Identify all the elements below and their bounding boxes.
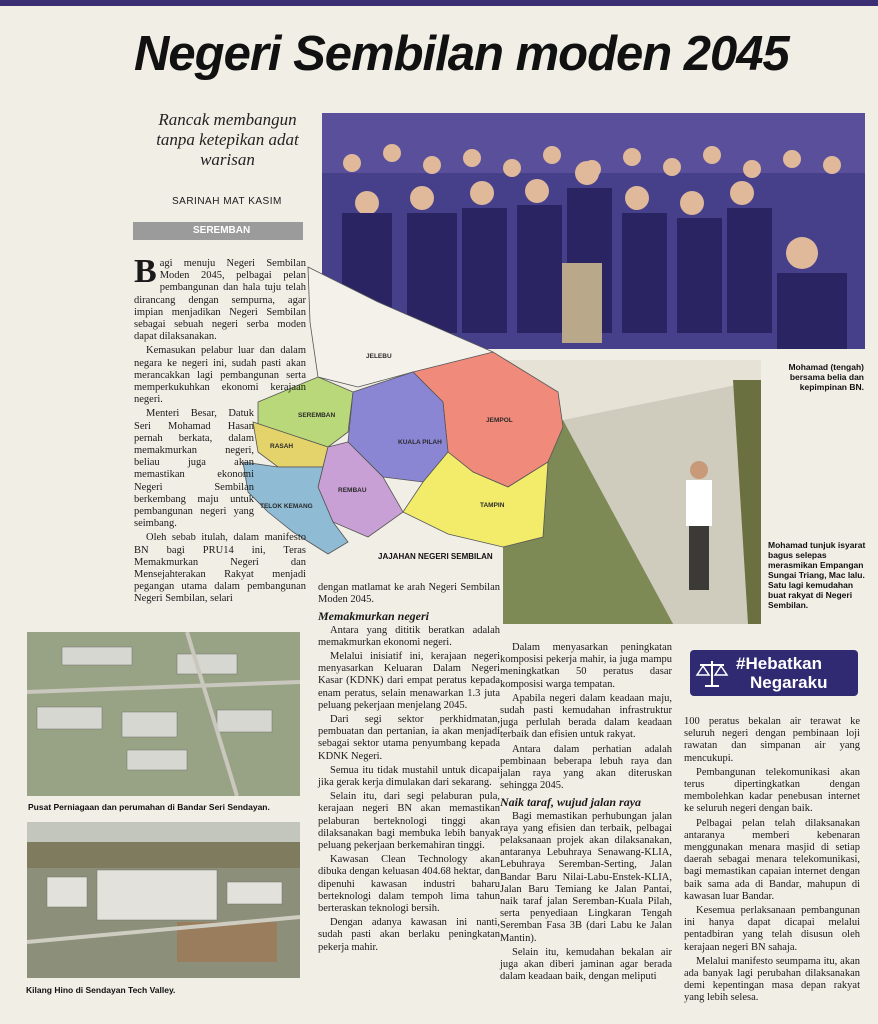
col4-para-1: 100 peratus bekalan air terawat ke seluruh negeri dengan pembinaan loji rawatan dan simpanan air yang mencukupi. [684,716,860,764]
map-label-jelebu: JELEBU [366,353,392,360]
map-label-tampin: TAMPIN [480,502,505,509]
headline: Negeri Sembilan moden 2045 [134,27,789,81]
col2-para-3: Dari segi sektor perkhidmatan, pembuatan dan pertanian, ia akan menjadi sebagai sektor utama penyumbang kepada KDNK Negeri. [318,714,500,762]
col1-para-4: Oleh sebab itulah, dalam manifesto BN bagi PRU14 ini, Teras Memakmurkan Negeri dan Mensejahterakan Rakyat menjadi pegangan utama dalam pembangunan Negeri Sembilan, selari [134,532,306,605]
badge-hash: # [736,654,746,673]
col3-para-4: Bagi memastikan perhubungan jalan raya yang efisien dan terbaik, pelbagai pelaksanaan projek akan dilaksanakan, antaranya Lebuhraya Senawang-KLIA, Lebuhraya Seremban-Serting, Jalan Bandar Baru Nilai-Labu-Enstek-KLIA, Jalan Baru Temiang ke Jalan Pantai, naik taraf jalan Seremban-Kuala Pilah, serta penyediaan Lingkaran Tengah Seremban Fasa 3B (dari Labu ke Jalan Mantin). [500,810,672,944]
col3-para-2: Apabila negeri dalam keadaan maju, sudah pasti kemudahan infrastruktur juga perlulah berada dalam keadaan terbaik dan efisien untuk rakyat. [500,692,672,741]
col1-para-3: Menteri Besar, Datuk Seri Mohamad Hasan pernah berkata, dalam memakmurkan negeri, beliau juga akan memastikan ekonomi Negeri Sembilan berkembang maju untuk pembangunan negeri yang seimbang. [134,408,254,530]
col2-para-2: Melalui inisiatif ini, kerajaan negeri menyasarkan Keluaran Dalam Negeri Kasar (KDNK) dari empat peratus kepada enam peratus, selain menawarkan 1.3 juta peluang pekerjaan menjelang 2045. [318,651,500,711]
article-column-3 [500,642,672,985]
col4-para-4: Kesemua perlaksanaan pembangunan ini hanya dapat dicapai melalui pentadbiran yang telah disusun oleh kerajaan negeri BN sahaja. [684,905,860,953]
article-column-1 [134,253,306,608]
col2-para-6: Kawasan Clean Technology akan dibuka dengan keluasan 404.68 hektar, dan dipenuhi kawasan industri baharu berteknologi dalam tempoh lima tahun berteraskan teknologi bersih. [318,854,500,915]
aerial-illustration-1 [27,632,300,796]
col3-para-3: Antara dalam perhatian adalah pembinaan beberapa lebuh raya dan jalan raya yang akan diteruskan sehingga 2045. [500,743,672,792]
col1-para-2: Kemasukan pelabur luar dan dalam negara ke negeri ini, sudah pasti akan merancakkan lagi pembangunan serta memperkukuhkan ekonomi kerajaan negeri. [134,345,306,406]
col3-para-5: Selain itu, kemudahan bekalan air juga akan diberi jaminan agar berada dalam keadaan baik, dengan meliputi [500,946,672,983]
map-label-rasah: RASAH [270,443,294,450]
col4-para-5: Melalui manifesto seumpama itu, akan ada banyak lagi perubahan dilaksanakan demi kepentingan masa depan rakyat yang lebih selesa. [684,955,860,1004]
byline: SARINAH MAT KASIM [172,196,282,207]
aerial-caption-1: Pusat Perniagaan dan perumahan di Bandar Seri Sendayan. [28,802,270,812]
deck: Rancak membangun tanpa ketepikan adat warisan [156,110,299,169]
col2-para-5: Selain itu, dari segi pelaburan pula, kerajaan negeri BN akan memastikan pelaburan berteknologi tinggi akan dilaksanakan bagi membuka lebih banyak peluang pekerjaan berkemahiran tinggi. [318,791,500,852]
badge-text [736,654,827,692]
map-label-kuala-pilah: KUALA PILAH [398,439,442,446]
col3-subhead: Naik taraf, wujud jalan raya [500,795,642,810]
aerial-caption-2: Kilang Hino di Sendayan Tech Valley. [26,985,176,995]
crowd-caption: Mohamad (tengah) bersama belia dan kepimpinan BN. [788,362,864,392]
badge-line-1: Hebatkan [745,654,822,673]
map-label-jempol: JEMPOL [486,417,513,424]
col2-subhead: Memakmurkan negeri [318,609,430,624]
col1-para-1: agi menuju Negeri Sembilan Moden 2045, pelbagai pelan pembangunan dan hala tuju telah dirancang dengan sempurna, agar impian menjadikan Negeri Sembilan sebagai sebuah negeri serba moden dapat dilaksanakan. [134,258,306,343]
col2-para-7: Dengan adanya kawasan ini nanti, sudah pasti akan berlaku peningkatan pekerja mahir. [318,917,500,953]
article-column-4 [684,716,860,1007]
map-title: JAJAHAN NEGERI SEMBILAN [378,552,493,561]
dam-caption: Mohamad tunjuk isyarat bagus selepas merasmikan Empangan Sungai Triang, Mac lalu. Satu lagi kemudahan buat rakyat di Negeri Sembilan. [768,540,866,610]
aerial-illustration-2 [27,822,300,978]
badge-line-2: Negaraku [750,673,828,692]
col4-para-2: Pembangunan telekomunikasi akan terus dipertingkatkan dengan membolehkan kadar penebusan internet ke seluruh negeri dengan baik. [684,766,860,815]
dateline: SEREMBAN [133,222,303,240]
dropcap: B [134,253,157,290]
aerial-photo-sendayan [27,632,300,796]
map-label-seremban: SEREMBAN [298,412,336,419]
col3-para-1: Dalam menyasarkan peningkatan komposisi pekerja mahir, ia juga mampu meningkatkan 50 peratus dasar komposisi warga tempatan. [500,642,672,690]
map-label-rembau: REMBAU [338,487,367,494]
col2-para-0: dengan matlamat ke arah Negeri Sembilan Moden 2045. [318,582,500,606]
col2-para-1: Antara yang dititik beratkan adalah memakmurkan ekonomi negeri. [318,624,500,648]
col2-para-4: Semua itu tidak mustahil untuk dicapai jika gerak kerja dimulakan dari sekarang. [318,764,500,789]
aerial-photo-hino [27,822,300,978]
col4-para-3: Pelbagai pelan telah dilaksanakan antaranya memberi kebenaran menggunakan menara masjid di setiap daerah sebagai menara telekomunikasi, bagi memastikan capaian internet dengan baik sama ada di Bandar, mahupun di kawasan luar Bandar. [684,817,860,902]
top-bar [0,0,878,6]
scales-icon [694,655,730,691]
map-label-telok-kemang: TELOK KEMANG [260,503,313,510]
article-column-2 [318,582,500,956]
